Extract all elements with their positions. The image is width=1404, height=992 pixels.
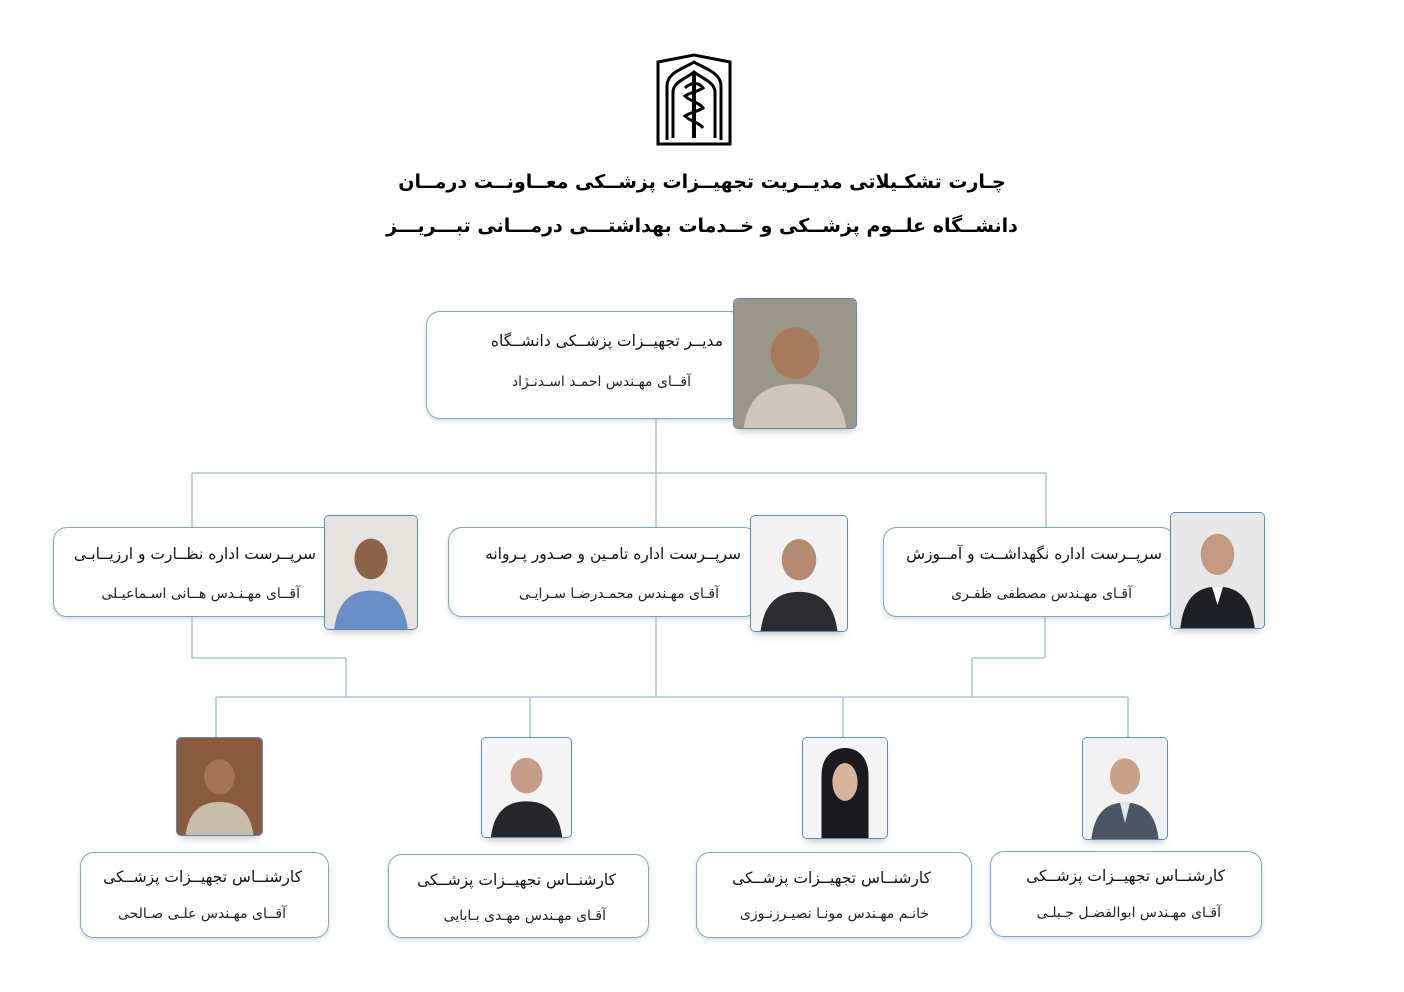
person-photo-icon <box>750 515 848 632</box>
person-photo-icon <box>733 298 857 429</box>
supervisor-role: سرپــرست اداره نظــارت و ارزیــابـی <box>73 545 316 563</box>
expert-role: کارشنــاس تجهیــزات پزشــکی <box>103 868 302 886</box>
manager-card <box>426 311 744 419</box>
person-photo-icon <box>176 737 263 836</box>
expert-card <box>990 851 1262 937</box>
expert-name: آقــای مهـندس علـی صـالحی <box>117 906 286 922</box>
chart-title-line1: چـارت تشکـیلاتی مدیــریت تجهیــزات پزشــکی معــاونــت درمــان <box>398 171 1006 193</box>
chart-title-line2: دانشــگاه علــوم پزشــکی و خــدمات بهداشتـــی درمـــانی تبـــریـــز <box>386 215 1018 237</box>
manager-name: آقــای مهـندس احمـد اسـدنـژاد <box>511 374 691 390</box>
person-photo-icon <box>481 737 572 838</box>
person-photo-icon <box>1170 512 1265 629</box>
supervisor-name: آقـای مهـندس محمـدرضـا سـرایـی <box>518 586 719 602</box>
expert-role: کارشنــاس تجهیــزات پزشــکی <box>1026 867 1225 885</box>
person-photo-icon <box>802 737 888 839</box>
supervisor-role: سرپــرست اداره تامـین و صـدور پـروانه <box>485 545 741 563</box>
supervisor-name: آقــای مهـنـدس هــانی اسـماعیـلی <box>101 586 300 602</box>
expert-name: آقـای مهـندس ابوالفضـل جـبلـی <box>1036 905 1221 921</box>
expert-name: آقـای مهـندس مهـدی بـابایی <box>443 908 606 924</box>
expert-role: کارشنــاس تجهیــزات پزشــکی <box>732 869 931 887</box>
supervisor-role: سرپــرست اداره نگهداشــت و آمــوزش <box>906 545 1162 563</box>
expert-card <box>80 852 329 938</box>
expert-card <box>388 854 649 938</box>
manager-role: مدیــر تجهیــزات پزشــکی دانشــگاه <box>490 332 723 350</box>
supervisor-card <box>448 527 758 617</box>
person-photo-icon <box>324 515 418 630</box>
supervisor-name: آقـای مهـندس مصطفی ظفـری <box>951 586 1132 602</box>
expert-card <box>696 852 972 938</box>
expert-role: کارشنــاس تجهیــزات پزشــکی <box>417 871 616 889</box>
university-logo-icon <box>655 52 733 146</box>
person-photo-icon <box>1082 737 1168 840</box>
supervisor-card <box>883 527 1175 617</box>
supervisor-card <box>53 527 343 617</box>
expert-name: خانـم مهـندس مونـا نصیـرزنـوزی <box>739 906 929 922</box>
